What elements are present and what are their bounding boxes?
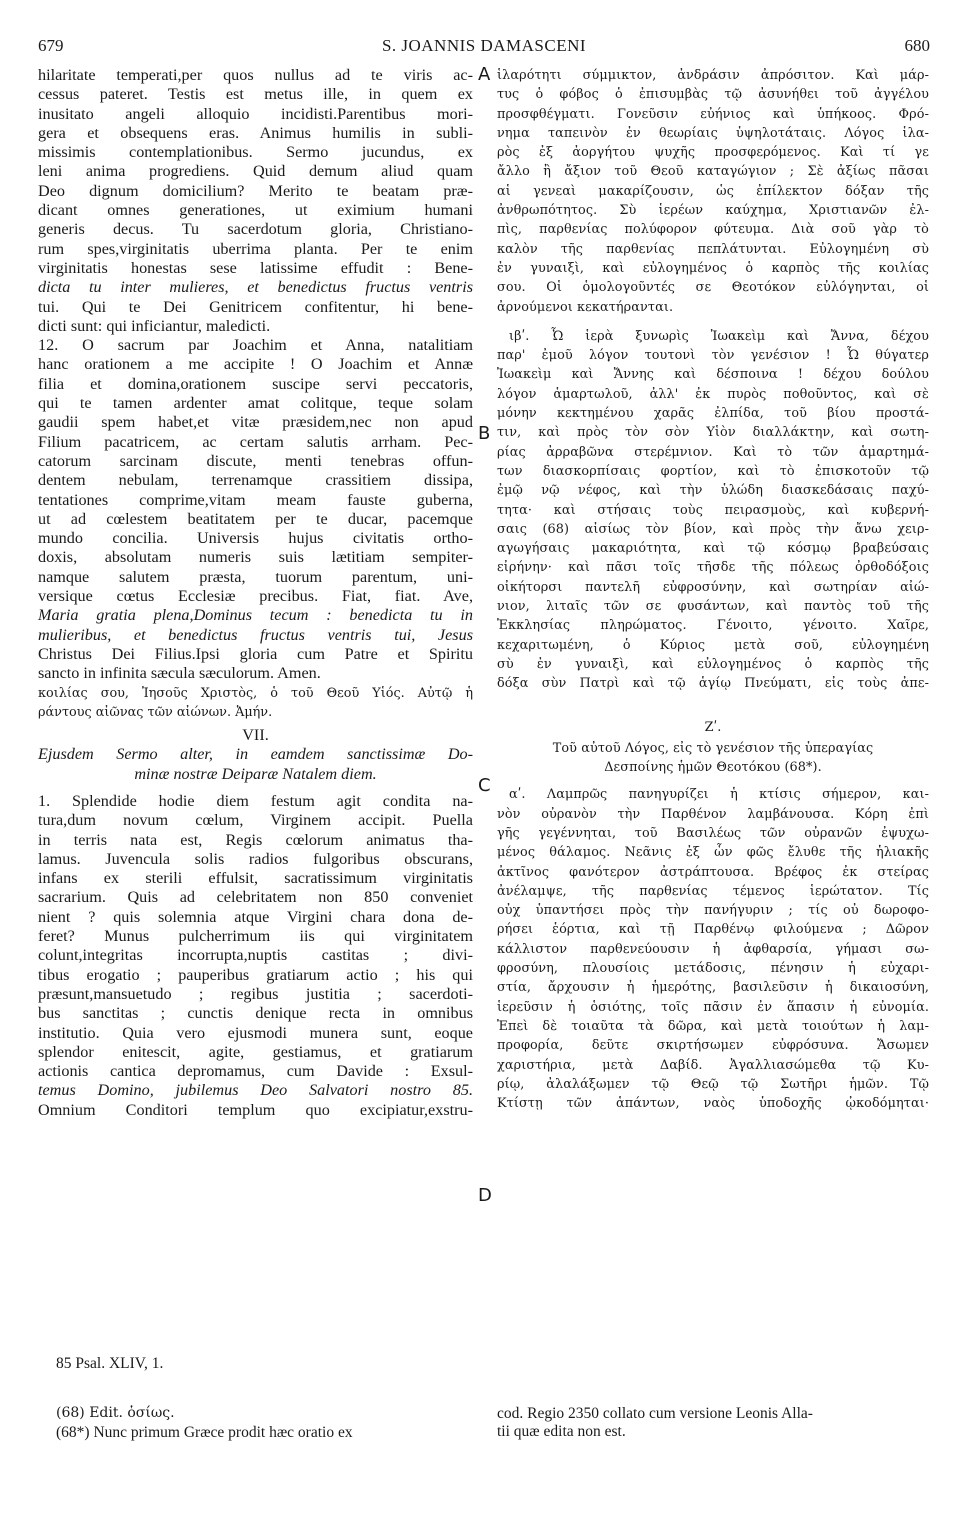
text-line: Ἐπεὶ δὲ τοιαῦτα τὰ δῶρα, καὶ μετὰ τοιούτων ἡ λαμ-: [497, 1018, 929, 1034]
text-line: σου. Οἱ ὁμολογοῦντές σε Θεοτόκον εὐλόγηνται, οἱ: [497, 280, 929, 296]
text-line: filia et domina,orationem suscipe servi peccatoris,: [38, 374, 473, 393]
greek-paragraph-1: [497, 66, 929, 317]
text-line: δόξα σὺν Πατρὶ καὶ τῷ ἁγίῳ Πνεύματι, εἰς τοὺς ἀπε-: [497, 676, 929, 692]
text-line: μένος θάλαμος. Νεᾶνις ἐξ ὧν φῶς ἔλυθε τῆς ἡλιακῆς: [497, 845, 929, 861]
spacer: [497, 317, 929, 327]
text-line: ρίας ἀρραβῶνα στερέμνιον. Καὶ τὸ τῶν ἁμαρτημά-: [497, 444, 929, 460]
text-line: Δεσποίνης ἡμῶν Θεοτόκου (68*).: [604, 760, 822, 776]
text-line: bus sanctitas ; cunctis denique recta in omnibus: [38, 1004, 473, 1023]
text-line: στία, ἄρχουσιν ἡ ἡμερότης, βασιλεῦσιν ἡ δικαιοσύνη,: [497, 980, 929, 996]
footnote-68: (68) Edit. ὁσίως.: [56, 1405, 175, 1421]
text-line: νὸν οὐρανὸν τὴν Παρθένον λαμβάνουσα. Κόρη ἐπὶ: [497, 806, 929, 822]
text-line: ἀνέλαμψε, τῆς παρθενίας τέμενος ἱερώτατον. Τίς: [497, 883, 929, 899]
footnote-68-star-continued: [497, 1405, 929, 1441]
text-line: ut ad cœlestem beatitatem per te ducar, pacemque: [38, 509, 473, 528]
text-line: institutio. Quia vero ejusmodi munera sunt, eoque: [38, 1023, 473, 1042]
text-line: εἰρήνην· καὶ πᾶσι τοῖς τῆσδε τῆς πόλεως ὀρθοδόξοις: [497, 560, 929, 576]
text-line: cod. Regio 2350 collato cum versione Leonis Alla-: [497, 1405, 813, 1422]
text-line: tui. Qui te Dei Genitricem confitentur, hi bene-: [38, 297, 473, 316]
latin-paragraph-3: [38, 792, 473, 1120]
text-line: in terris nata est, Regis cœlorum animatus tha-: [38, 830, 473, 849]
text-line: qui te tamen ardenter amat colitque, teque solam: [38, 394, 473, 413]
text-line: λόγον ἁμαρτωλοῦ, ἀλλ' ἐκ πυρὸς ποθοῦντος, καὶ σὲ: [497, 386, 929, 402]
greek-paragraph-3: [497, 785, 929, 1113]
text-line: temus Domino, jubilemus Deo Salvatori nostro 85.: [38, 1081, 473, 1100]
text-line: καλὸν τῆς παρθενίας πεπλάτυνται. Εὐλογημένη σὺ: [497, 241, 929, 257]
margin-marker-d: D: [478, 1185, 492, 1206]
text-line: σαις (68) αἰσίως τὸν βίον, καὶ πρὸς τὴν ἄνω χειρ-: [497, 521, 929, 537]
text-line: dicta tu inter mulieres, et benedictus fructus ventris: [38, 278, 473, 297]
text-line: Filium pacatricem, ac certam salutis arrham. Pec-: [38, 432, 473, 451]
text-line: νημα ταπεινὸν ἐν θεωρίαις ὑψηλοτάταις. Λόγος ἱλα-: [497, 125, 929, 141]
running-title: S. JOANNIS DAMASCENI: [381, 36, 587, 55]
text-line: Ejusdem Sermo alter, in eamdem sanctissimæ Do-: [38, 745, 473, 764]
section-number: VII.: [242, 726, 269, 745]
text-line: τυς ὁ φόβος ὁ ἐπισυμβὰς τῷ ἀσυνήθει τοῦ ἀγγέλου: [497, 87, 929, 103]
text-line: mundo concilia. Universis hujus civitatis ortho-: [38, 529, 473, 548]
margin-marker-b: B: [478, 423, 491, 444]
text-line: ἐν γυναιξὶ, καὶ εὐλογημένος ὁ καρπὸς τῆς κοιλίας: [497, 260, 929, 276]
text-line: αγωγήσαις μακαριότητα, καὶ τῷ κόσμῳ βραβεύσαις: [497, 541, 929, 557]
text-line: των διασκορπίσαις φορτίον, καὶ τὸ ἐπισκοτοῦν τῷ: [497, 463, 929, 479]
text-line: missimis contemplationibus. Sermo jucundus, ex: [38, 143, 473, 162]
text-line: Christus Dei Filius.Ipsi gloria cum Patre et Spiritu: [38, 644, 473, 663]
text-line: Omnium Conditori templum quo excipiatur,exstru-: [38, 1100, 473, 1119]
text-line: gera et obsequens eras. Animus humilis in subli-: [38, 123, 473, 142]
text-line: colunt,integritas incorrupta,nuptis castitas ; divi-: [38, 946, 473, 965]
left-page-number: 679: [38, 36, 64, 55]
greek-column: [497, 66, 929, 1113]
text-line: πὶς, παρθενίας πολύφορον φύτευμα. Διὰ σοῦ γὰρ τὸ: [497, 222, 929, 238]
text-line: actionis cantica depromamus, cum Davide : Exsul-: [38, 1062, 473, 1081]
text-line: ιβʹ. Ὦ ἱερὰ ξυνωρὶς Ἰωακεὶμ καὶ Ἄννα, δέχου: [509, 328, 929, 344]
section-title: [38, 745, 473, 784]
text-line: ρὸς ἐξ ἀοργήτου ψυχῆς προσφερόμενος. Καὶ τί γε: [497, 145, 929, 161]
text-line: ἀνθρωπότητος. Σὺ ἱερέων καύχημα, Χριστιανῶν ἐλ-: [497, 203, 929, 219]
greek-overflow-lines: [38, 684, 473, 723]
text-line: inusitato angeli alloquio incidisti.Parentibus mori-: [38, 104, 473, 123]
text-line: doxis, absolutam numeris suis lætitiam sempiter-: [38, 548, 473, 567]
text-line: sacrarium. Quis ad celebritatem non 850 conveniet: [38, 888, 473, 907]
text-line: οὐχ ὑπαντήσει πρὸς τὴν πανήγυριν ; τίς οὐ δωροφο-: [497, 903, 929, 919]
section-number: Ζʹ.: [704, 719, 722, 735]
text-line: παρ' ἐμοῦ λόγον τουτονὶ τὸν γενέσιον ! Ὦ θύγατερ: [497, 348, 929, 364]
text-line: Τοῦ αὐτοῦ Λόγος, εἰς τὸ γενέσιον τῆς ὑπεραγίας: [552, 740, 874, 756]
text-line: generis decus. Tu sacerdotum gloria, Christiano-: [38, 220, 473, 239]
text-line: gaudii spem habet,et vitæ præsidem,nec non apud: [38, 413, 473, 432]
latin-paragraph-2: [38, 336, 473, 683]
text-line: catorum sarcinam discute, menti tenebras offun-: [38, 451, 473, 470]
text-line: dicti sunt: qui inficiantur, maledicti.: [38, 316, 271, 335]
text-line: rum spes,virginitatis uberrima planta. Per te enim: [38, 239, 473, 258]
text-line: ἀρνούμενοι κεκατήρανται.: [497, 299, 674, 315]
text-line: ράντους αἰῶνας τῶν αἰώνων. Ἀμήν.: [38, 704, 273, 720]
text-line: minæ nostræ Deiparæ Natalem diem.: [134, 764, 377, 783]
text-line: ἀκτῖνος φανότερον ἀστράπτουσα. Βρέφος ἐκ στείρας: [497, 864, 929, 880]
text-line: κοιλίας σου, Ἰησοῦς Χριστὸς, ὁ τοῦ Θεοῦ Υἱός. Αὐτῷ ἡ: [38, 685, 473, 701]
text-line: 1. Splendide hodie diem festum agit condita na-: [38, 791, 473, 810]
text-line: dicant omnes generationes, ut eximium humani: [38, 201, 473, 220]
text-line: τιν, καὶ πρὸς τὸν σὸν Υἱὸν διαλλάκτην, καὶ σωτη-: [497, 425, 929, 441]
text-line: 12. O sacrum par Joachim et Anna, natalitiam: [38, 336, 473, 355]
greek-paragraph-2: [497, 327, 929, 694]
text-line: ρήσει ἑόρτια, καὶ τῇ Παρθένῳ φιλούμενα ; Δῶρον: [497, 922, 929, 938]
text-line: tii quæ edita non est.: [497, 1423, 626, 1440]
text-line: versique cœtus Ecclesiæ precibus. Fiat, fiat. Ave,: [38, 587, 473, 606]
text-line: Ἐκκλησίας πληρώματος. Γένοιτο, γένοιτο. Χαῖρε,: [497, 618, 929, 634]
text-line: ἱλαρότητι σύμμικτον, ἀνδράσιν ἀπρόσιτον. Καὶ μάρ-: [497, 68, 929, 83]
text-line: τητα· καὶ στήσαις τοὺς πειρασμοὺς, καὶ κυβερνή-: [497, 502, 929, 518]
right-page-number: 680: [904, 36, 930, 55]
text-line: præsunt,mansuetudo ; regibus justitia ; sacerdoti-: [38, 984, 473, 1003]
text-line: leni anima progrediens. Quid demum aliud quam: [38, 162, 473, 181]
text-line: Ἰωακεὶμ καὶ Ἄννης καὶ δέσποινα ! δέχου δούλου: [497, 367, 929, 383]
text-line: αἱ γενεαὶ μακαρίζουσιν, ὡς ἐπίλεκτον δόξαν τῆς: [497, 183, 929, 199]
margin-marker-a: A: [478, 64, 491, 85]
text-line: κάλλιστον παρθενεύουσιν ἡ ἀφθαρσία, γήμασι σω-: [497, 941, 929, 957]
text-line: ἱερεῦσιν ἡ ὁσιότης, τοῖς πᾶσιν ἐν ἅπασιν ἡ εὐνομία.: [497, 999, 929, 1015]
text-line: hilaritate temperati,per quos nullus ad te viris ac-: [38, 66, 473, 84]
text-line: infans ex sterili effulsit, sacratissimum virginitatis: [38, 869, 473, 888]
text-line: splendor enitescit, agite, gestiamus, et gratiarum: [38, 1042, 473, 1061]
text-line: hanc orationem a me accipite ! O Joachim et Annæ: [38, 355, 473, 374]
text-line: ἐμῷ νῷ νέφος, καὶ τὴν ὑλώδη διασκεδάσαις παχύ-: [497, 483, 929, 499]
text-line: tentationes comprime,vitam meam fauste guberna,: [38, 490, 473, 509]
footnote-68-star: (68*) Nunc primum Græce prodit hæc oratio ex: [56, 1424, 353, 1441]
text-line: προφορία, δεῦτε σκιρτήσωμεν εὐφρόσυνα. Ἄσωμεν: [497, 1038, 929, 1054]
text-line: tura,dum novum cœlum, Virginem accipit. Puella: [38, 811, 473, 830]
text-line: σὺ ἐν γυναιξὶ, καὶ εὐλογημένος ὁ καρπὸς τῆς: [497, 656, 929, 672]
text-line: mulieribus, et benedictus fructus ventris tui, Jesus: [38, 625, 473, 644]
text-line: feret? Munus pulcherrimum iis qui virginitatem: [38, 927, 473, 946]
text-line: Deo dignum domicilium? Merito te beatam præ-: [38, 181, 473, 200]
margin-marker-c: C: [478, 775, 491, 796]
text-line: tibus erogatio ; pauperibus gratiarum actio ; his qui: [38, 965, 473, 984]
text-line: nient ? quis solemnia atque Virgini chara dona de-: [38, 907, 473, 926]
text-line: lamus. Juvencula solis radios fulgoribus obscurans,: [38, 849, 473, 868]
text-line: χαριστήρια, μετὰ Δαβίδ. Ἀγαλλιασώμεθα τῷ Κυ-: [497, 1057, 929, 1073]
text-line: ρίῳ, ἀλαλάξωμεν τῷ Θεῷ τῷ Σωτῆρι ἡμῶν. Τῷ: [497, 1076, 929, 1092]
text-line: ἄλλο ἢ ἄξιον τοῦ Θεοῦ καταγώγιον ; Σὲ ἀξίως πᾶσαι: [497, 164, 929, 180]
text-line: φροσύνη, πλουσίοις μετάδοσις, πένησιν ἡ εὐχαρι-: [497, 961, 929, 977]
page-header: [38, 36, 930, 58]
text-line: αʹ. Λαμπρῶς πανηγυρίζει ἡ κτίσις σήμερον, και-: [509, 787, 929, 803]
text-line: προσφθέγματι. Γονεῦσιν εὐήνιος καὶ ὑπήκοος. Φρό-: [497, 106, 929, 122]
text-line: νιον, λιταῖς τῶν σε φυσάντων, καὶ παντὸς τοῦ τῆς: [497, 599, 929, 615]
text-line: κεχαριτωμένη, ὁ Κύριος μετὰ σοῦ, εὐλογημένη: [497, 637, 929, 653]
text-line: dentem nebulam, terrenamque crassitiem dissipa,: [38, 471, 473, 490]
latin-column: [38, 66, 473, 1120]
text-line: virginitatis honestas sese latissime effudit : Bene-: [38, 258, 473, 277]
text-line: γῆς γεγέννηται, τοῦ Βασιλέως τῶν οὐρανῶν ἐψυχω-: [497, 825, 929, 841]
text-line: μόνην κεκτημένου χαρᾶς ἐλπίδα, τοῦ βίου προστά-: [497, 406, 929, 422]
text-line: οἰκήτορσι παντελῆ εὐφροσύνην, καὶ σωτηρίαν αἰώ-: [497, 579, 929, 595]
footnote-85: 85 Psal. XLIV, 1.: [56, 1355, 164, 1372]
text-line: namque salutem præsta, tuorum parentum, uni-: [38, 567, 473, 586]
latin-paragraph-1: [38, 66, 473, 336]
text-line: Maria gratia plena,Dominus tecum : benedicta tu in: [38, 606, 473, 625]
section-title: [497, 739, 929, 778]
text-line: cessus pateret. Testis est metus ille, in quem ex: [38, 85, 473, 104]
text-line: sancto in infinita sæcula sæculorum. Amen.: [38, 664, 321, 683]
text-line: Κτίστῃ τῶν ἁπάντων, ναὸς ὑποδοχῆς ᾠκοδόμηται·: [497, 1096, 929, 1112]
